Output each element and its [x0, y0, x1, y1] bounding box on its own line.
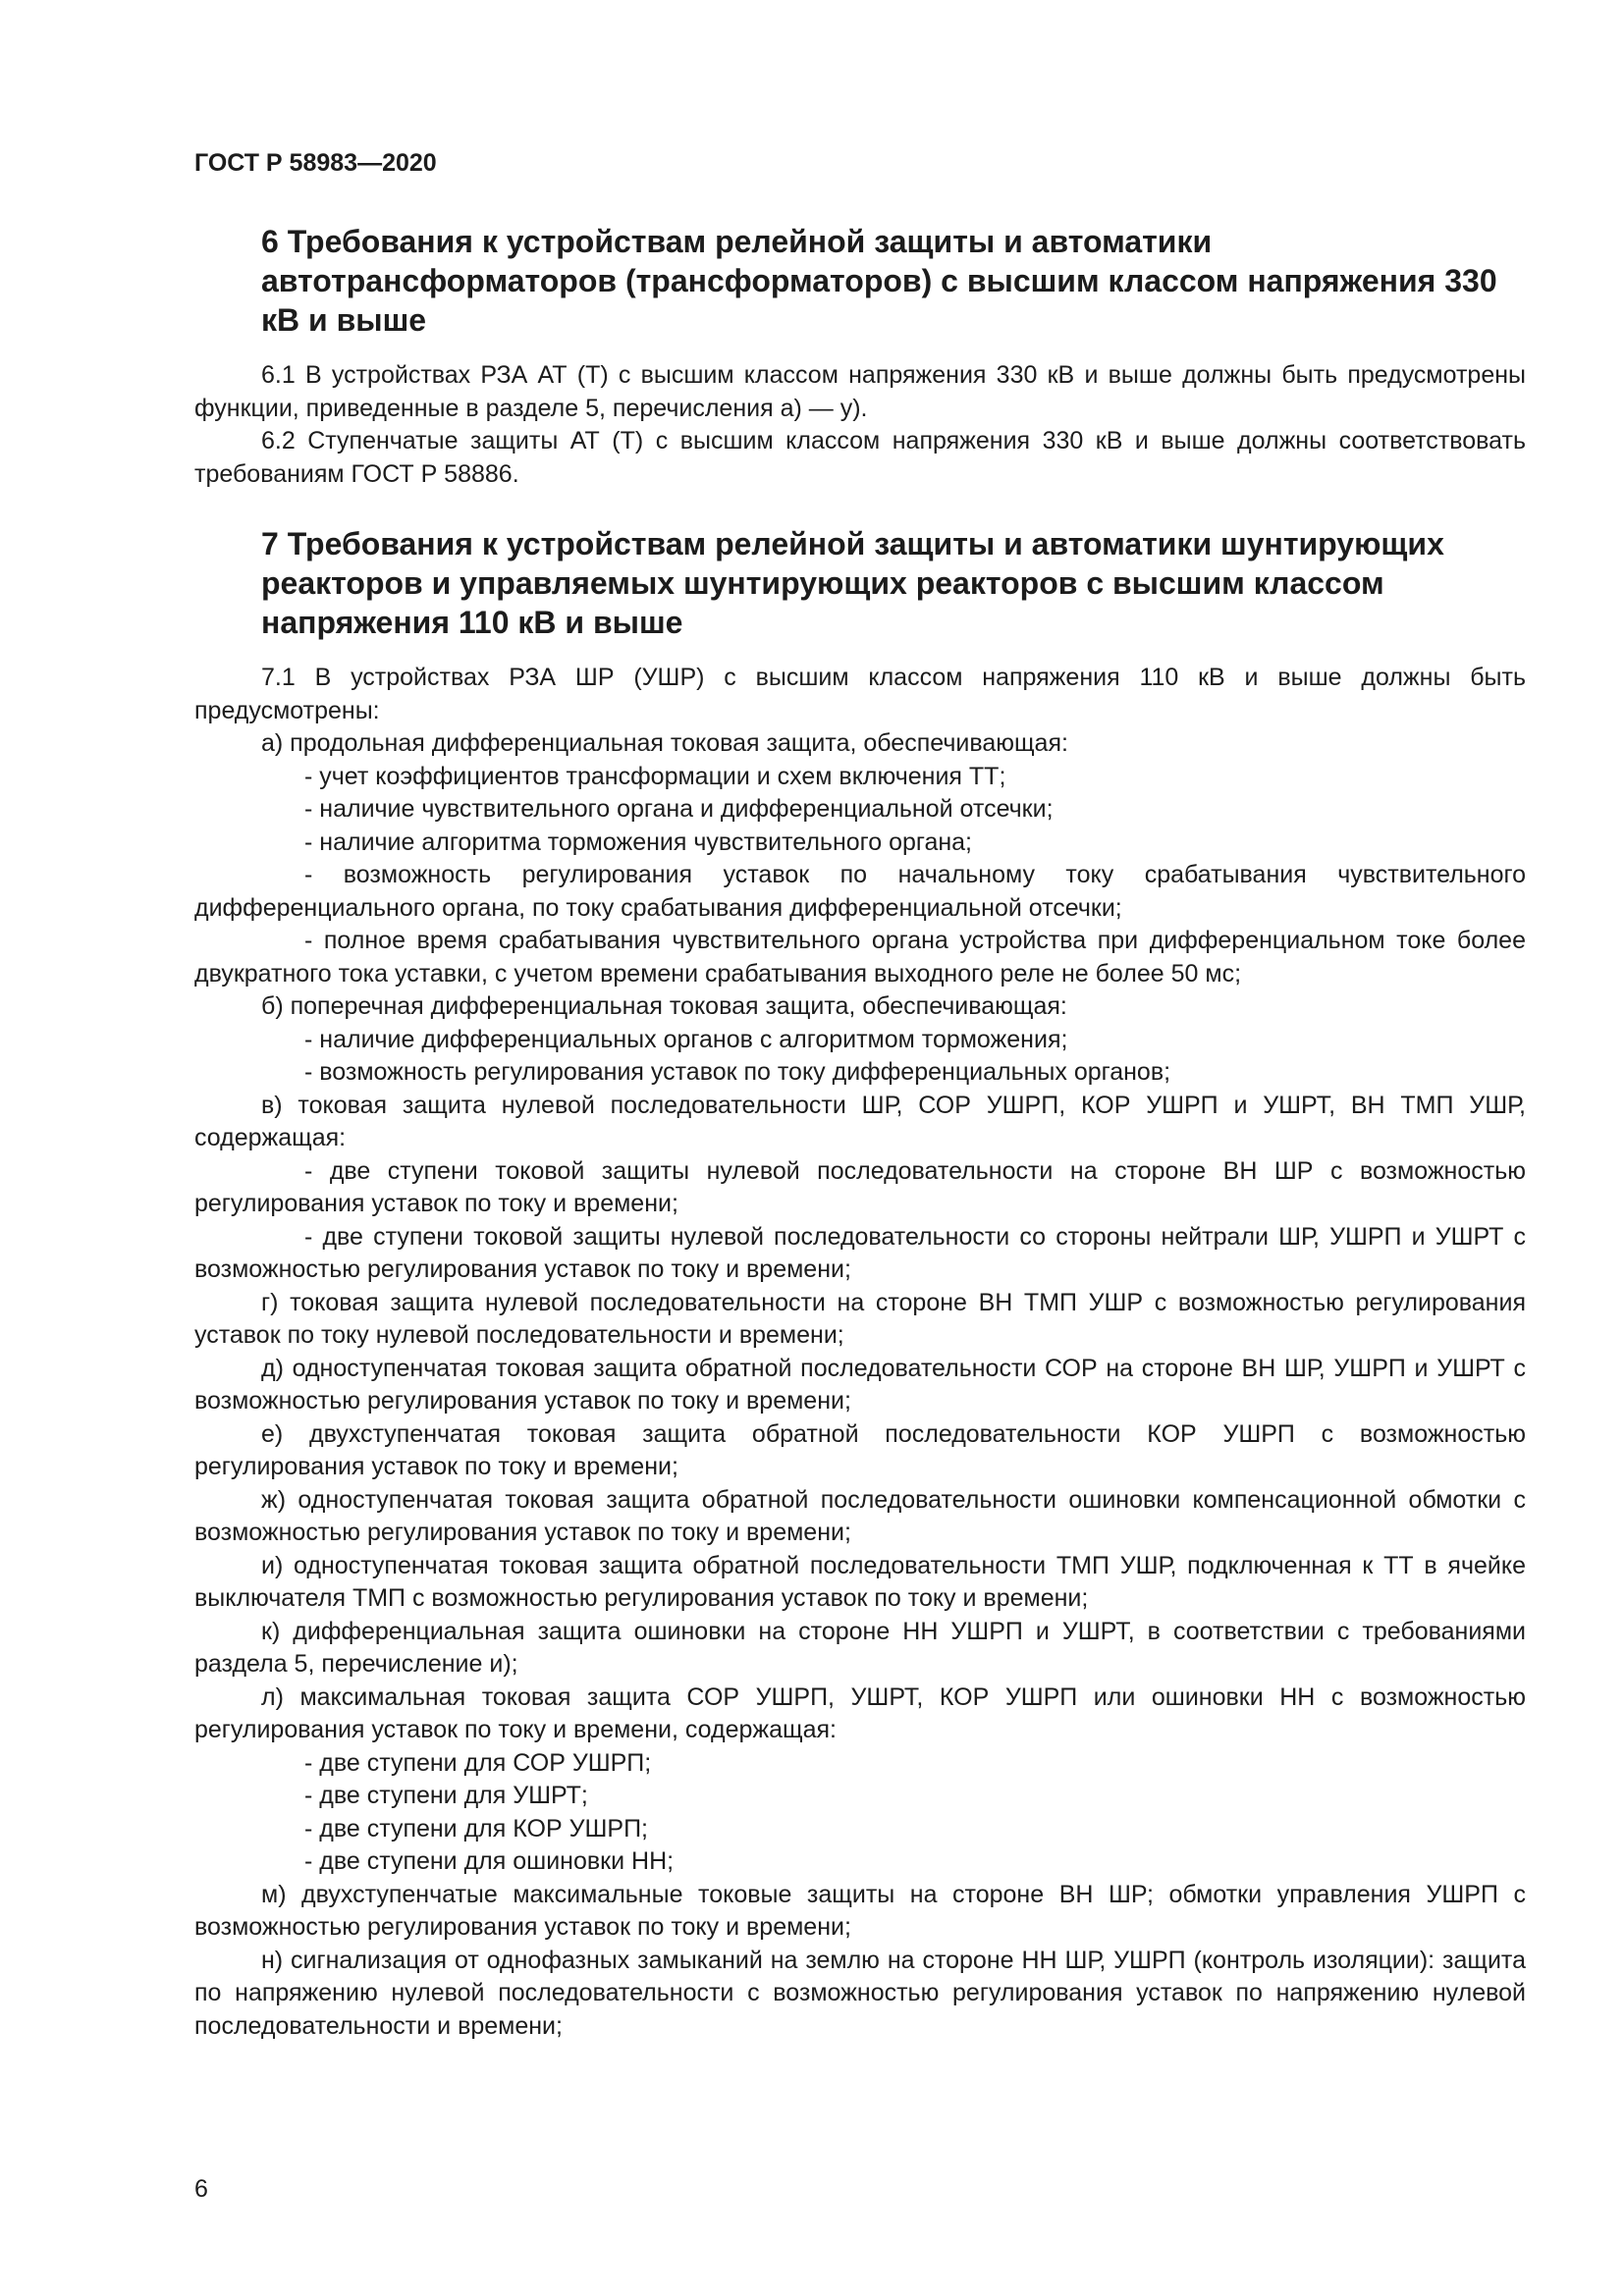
list-item-d: д) одноступенчатая токовая защита обратной последовательности СОР на стороне ВН ШР, УШРП и УШРТ с возможностью регулирования уставок по току и времени; — [194, 1354, 1526, 1415]
section-7-heading: 7 Требования к устройствам релейной защиты и автоматики шунтирующих реакторов и управляемых шунтирующих реакторов с высшим классом напряжения 110 кВ и выше — [261, 526, 1444, 640]
page-number: 6 — [194, 2175, 208, 2203]
list-item-b: б) поперечная дифференциальная токовая защита, обеспечивающая: — [261, 992, 1067, 1020]
list-item-i: и) одноступенчатая токовая защита обратной последовательности ТМП УШР, подключенная к ТТ в ячейке выключателя ТМП с возможностью регулирования уставок по току и времени; — [194, 1551, 1526, 1612]
list-item-zh: ж) одноступенчатая токовая защита обратной последовательности ошиновки компенсационной обмотки с возможностью регулирования уставок по току и времени; — [194, 1485, 1526, 1546]
list-item-a: а) продольная дифференциальная токовая защита, обеспечивающая: — [261, 729, 1068, 757]
paragraph-7-1: 7.1 В устройствах РЗА ШР (УШР) с высшим классом напряжения 110 кВ и выше должны быть предусмотрены: — [194, 664, 1526, 724]
dash-item: - наличие алгоритма торможения чувствительного органа; — [304, 828, 973, 856]
dash-item: - две ступени для КОР УШРП; — [304, 1814, 648, 1842]
dash-item: - две ступени для УШРТ; — [304, 1782, 588, 1809]
list-item-v: в) токовая защита нулевой последовательности ШР, СОР УШРП, КОР УШРП и УШРТ, ВН ТМП УШР, содержащая: — [194, 1091, 1526, 1151]
dash-item: - две ступени токовой защиты нулевой последовательности со стороны нейтрали ШР, УШРП и УШРТ с возможностью регулирования уставок по току и времени; — [194, 1222, 1526, 1283]
dash-item: - наличие чувствительного органа и дифференциальной отсечки; — [304, 795, 1054, 823]
paragraph-6-2: 6.2 Ступенчатые защиты АТ (Т) с высшим классом напряжения 330 кВ и выше должны соответствовать требованиям ГОСТ Р 58886. — [194, 427, 1526, 488]
dash-item: - две ступени для ошиновки НН; — [304, 1847, 675, 1875]
paragraph-6-1: 6.1 В устройствах РЗА АТ (Т) с высшим классом напряжения 330 кВ и выше должны быть предусмотрены функции, приведенные в разделе 5, перечисления а) — у). — [194, 361, 1526, 422]
document-header: ГОСТ Р 58983—2020 — [194, 149, 437, 177]
list-item-m: м) двухступенчатые максимальные токовые защиты на стороне ВН ШР; обмотки управления УШРП с возможностью регулирования уставок по току и времени; — [194, 1880, 1526, 1941]
dash-item: - учет коэффициентов трансформации и схем включения ТТ; — [304, 762, 1006, 790]
dash-item: - возможность регулирования уставок по начальному току срабатывания чувствительного дифференциального органа, по току срабатывания дифференциальной отсечки; — [194, 861, 1526, 922]
list-item-e: е) двухступенчатая токовая защита обратной последовательности КОР УШРП с возможностью регулирования уставок по току и времени; — [194, 1419, 1526, 1480]
section-6-heading: 6 Требования к устройствам релейной защиты и автоматики автотрансформаторов (трансформаторов) с высшим классом напряжения 330 кВ и выше — [261, 224, 1497, 338]
dash-item: - две ступени токовой защиты нулевой последовательности на стороне ВН ШР с возможностью регулирования уставок по току и времени; — [194, 1156, 1526, 1217]
dash-item: - наличие дифференциальных органов с алгоритмом торможения; — [304, 1025, 1068, 1053]
list-item-g: г) токовая защита нулевой последовательности на стороне ВН ТМП УШР с возможностью регулирования уставок по току нулевой последовательности и времени; — [194, 1288, 1526, 1349]
dash-item: - полное время срабатывания чувствительного органа устройства при дифференциальном токе более двукратного тока уставки, с учетом времени срабатывания выходного реле не более 50 мс; — [194, 927, 1526, 988]
page-content — [194, 222, 1526, 2043]
list-item-k: к) дифференциальная защита ошиновки на стороне НН УШРП и УШРТ, в соответствии с требованиями раздела 5, перечисление и); — [194, 1617, 1526, 1678]
dash-item: - возможность регулирования уставок по току дифференциальных органов; — [304, 1058, 1171, 1086]
list-item-l: л) максимальная токовая защита СОР УШРП, УШРТ, КОР УШРП или ошиновки НН с возможностью регулирования уставок по току и времени, содержащая: — [194, 1682, 1526, 1743]
list-item-n: н) сигнализация от однофазных замыканий на землю на стороне НН ШР, УШРП (контроль изоляции): защита по напряжению нулевой последовательности с возможностью регулирования уставок по напряжению нулевой последовательности и времени; — [194, 1946, 1526, 2040]
dash-item: - две ступени для СОР УШРП; — [304, 1748, 652, 1777]
